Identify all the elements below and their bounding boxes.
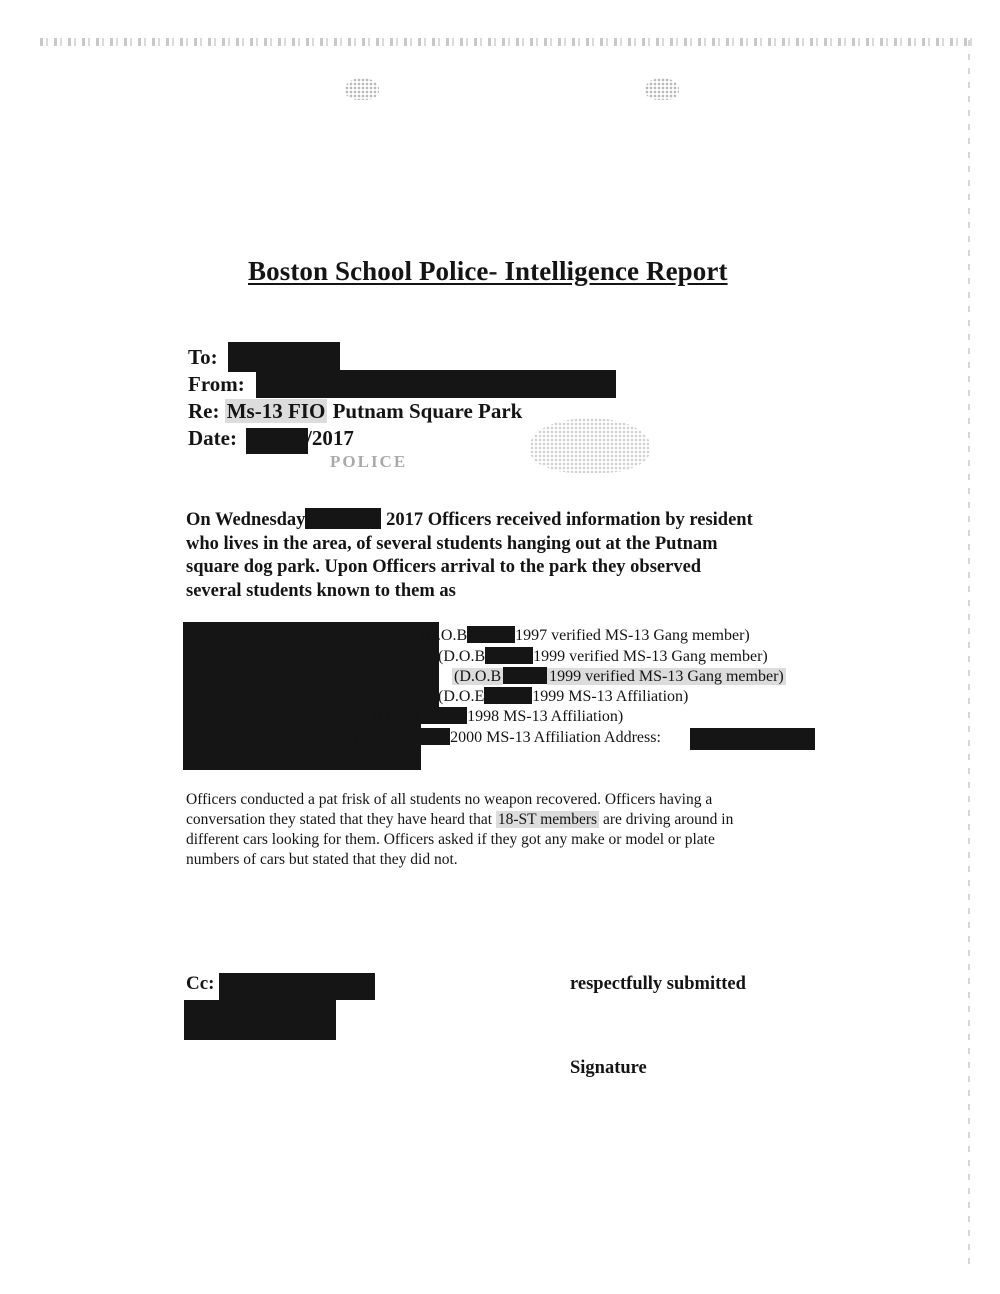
gang-highlight: 18-ST members [497,811,598,828]
findings-line-1: Officers conducted a pat frisk of all students no weapon recovered. Officers having a [186,791,713,808]
redaction-names-c [183,622,355,750]
re-subject: Putnam Square Park [332,399,523,423]
redaction-cc-1 [219,973,375,1000]
from-label: From: [188,372,245,396]
subject-row: (D.O.B 1999 verified MS-13 Gang member) [454,668,784,685]
narrative-line-2: who lives in the area, of several students hanging out at the Putnam [186,533,718,554]
redaction-date [246,428,308,454]
redaction-dob [485,647,533,664]
findings-line-4: numbers of cars but stated that they did not. [186,851,458,868]
report-title: Boston School Police- Intelligence Report [248,256,728,286]
subject-row: (D.O.B 2000 MS-13 Affiliation Address: [355,729,661,746]
subject-row: (D.O.B 1998 MS-13 Affiliation) [372,708,624,725]
redaction-dob [419,707,467,724]
redaction-day [305,508,381,529]
subject-row: (D.O.B 1999 verified MS-13 Gang member) [438,648,768,665]
to-label: To: [188,345,218,369]
redaction-dob [402,728,450,745]
scan-artifact-top [40,38,975,46]
findings-line-3: different cars looking for them. Officers asked if they got any make or model or plate [186,831,715,848]
police-stamp: POLICE [330,452,408,471]
subject-row: (D.O.B 1997 verified MS-13 Gang member) [420,627,750,644]
redaction-address [690,728,815,750]
re-line [188,398,522,425]
findings-paragraph [186,790,733,870]
redaction-dob [467,626,515,643]
date-label: Date: [188,426,237,450]
seal-mark-left [345,78,379,100]
findings-line-2: conversation they stated that they have heard that 18-ST members are driving around in [186,811,734,828]
re-highlight: Ms-13 FIO [226,399,326,423]
cc-label: Cc: [186,973,215,994]
signature-label: Signature [570,1058,647,1078]
redaction-dob [503,667,547,684]
redaction-from [256,370,616,398]
narrative-line-3: square dog park. Upon Officers arrival to the park they observed [186,557,702,577]
narrative-line-1: On Wednesday 2017 Officers received information by resident [186,510,753,530]
redaction-dob [484,687,532,704]
stamp-mark [530,418,650,473]
narrative-line-4: several students known to them as [186,580,456,601]
re-label: Re: [188,399,220,423]
respectfully-submitted: respectfully submitted [570,974,746,994]
date-year: /2017 [306,426,354,450]
redaction-cc-2 [184,1000,336,1040]
scan-artifact-edge [968,40,970,1270]
subject-row: (D.O.E 1999 MS-13 Affiliation) [438,688,689,705]
redaction-to [228,342,340,372]
narrative-paragraph [186,508,753,603]
seal-mark-right [645,78,679,100]
